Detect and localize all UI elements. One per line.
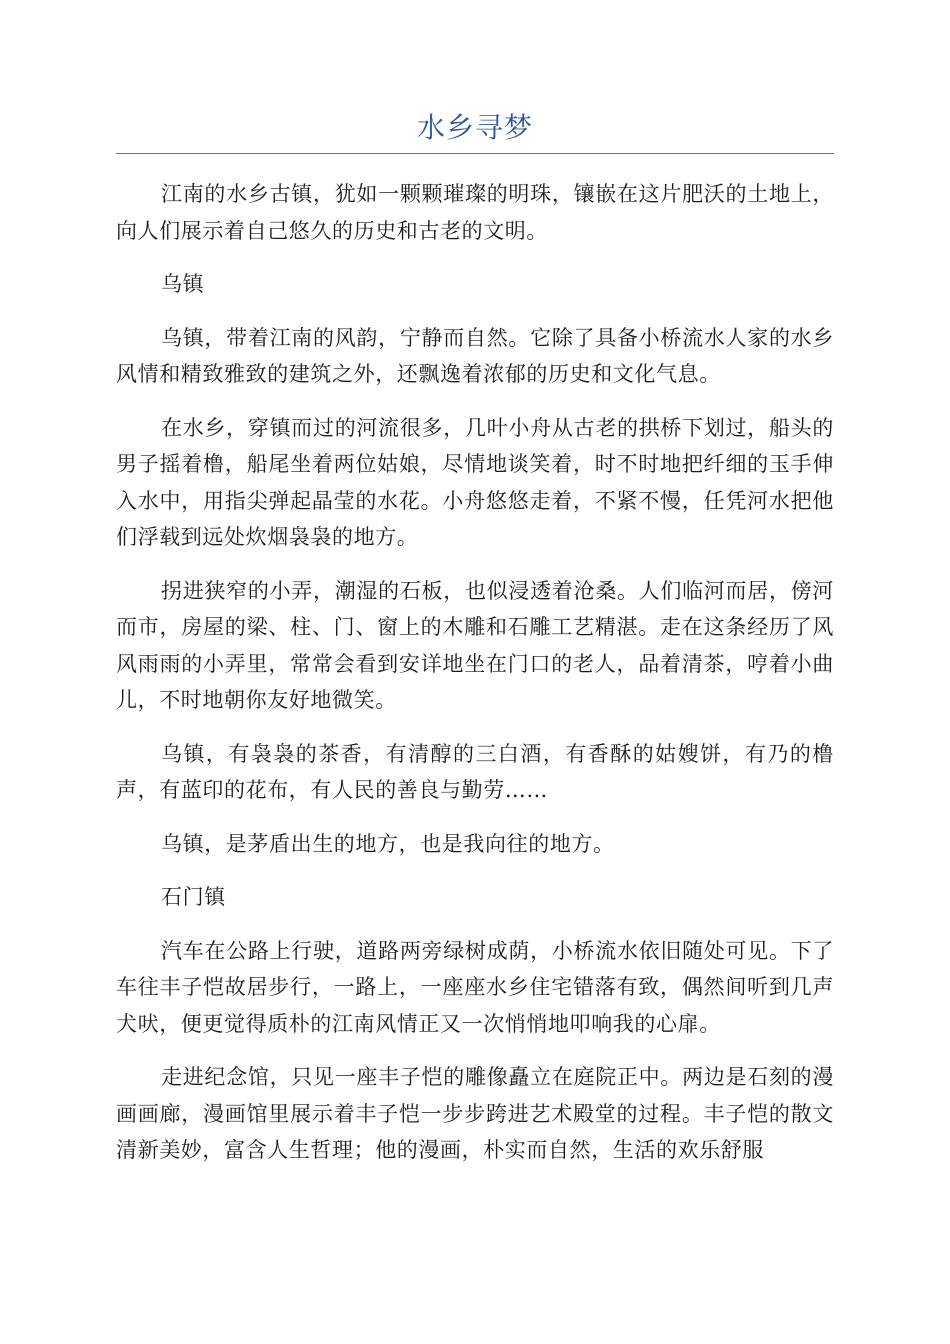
paragraph: 乌镇，带着江南的风韵，宁静而自然。它除了具备小桥流水人家的水乡风情和精致雅致的建筑之外，还飘逸着浓郁的历史和文化气息。 <box>116 325 834 386</box>
paragraph: 走进纪念馆，只见一座丰子恺的雕像矗立在庭院正中。两边是石刻的漫画画廊，漫画馆里展示着丰子恺一步步跨进艺术殿堂的过程。丰子恺的散文清新美妙，富含人生哲理；他的漫画，朴实而自然，生活的欢乐舒服 <box>116 1065 834 1162</box>
title-underline <box>116 153 834 154</box>
paragraph: 汽车在公路上行驶，道路两旁绿树成荫，小桥流水依旧随处可见。下了车往丰子恺故居步行，一路上，一座座水乡住宅错落有致，偶然间听到几声犬吠，便更觉得质朴的江南风情正又一次悄悄地叩响我的心扉。 <box>116 938 834 1036</box>
paragraph: 在水乡，穿镇而过的河流很多，几叶小舟从古老的拱桥下划过，船头的男子摇着橹，船尾坐着两位姑娘，尽情地谈笑着，时不时地把纤细的玉手伸入水中，用指尖弹起晶莹的水花。小舟悠悠走着，不紧不慢，任凭河水把他们浮载到远处炊烟袅袅的地方。 <box>116 415 834 549</box>
section-heading-wuzhen: 乌镇 <box>161 272 205 296</box>
paragraph: 拐进狭窄的小弄，潮湿的石板，也似浸透着沧桑。人们临河而居，傍河而市，房屋的梁、柱、门、窗上的木雕和石雕工艺精湛。走在这条经历了风风雨雨的小弄里，常常会看到安详地坐在门口的老人，品着清茶，哼着小曲儿，不时地朝你友好地微笑。 <box>116 578 834 712</box>
section-heading-shimen: 石门镇 <box>161 885 226 909</box>
paragraph-intro: 江南的水乡古镇，犹如一颗颗璀璨的明珠，镶嵌在这片肥沃的土地上，向人们展示着自己悠久的历史和古老的文明。 <box>116 182 834 243</box>
document-body <box>116 176 834 1186</box>
document-title: 水乡寻梦 <box>416 111 533 144</box>
paragraph: 乌镇，有袅袅的茶香，有清醇的三白酒，有香酥的姑嫂饼，有乃的橹声，有蓝印的花布，有人民的善良与勤劳…… <box>116 741 834 802</box>
paragraph: 乌镇，是茅盾出生的地方，也是我向往的地方。 <box>161 831 615 856</box>
